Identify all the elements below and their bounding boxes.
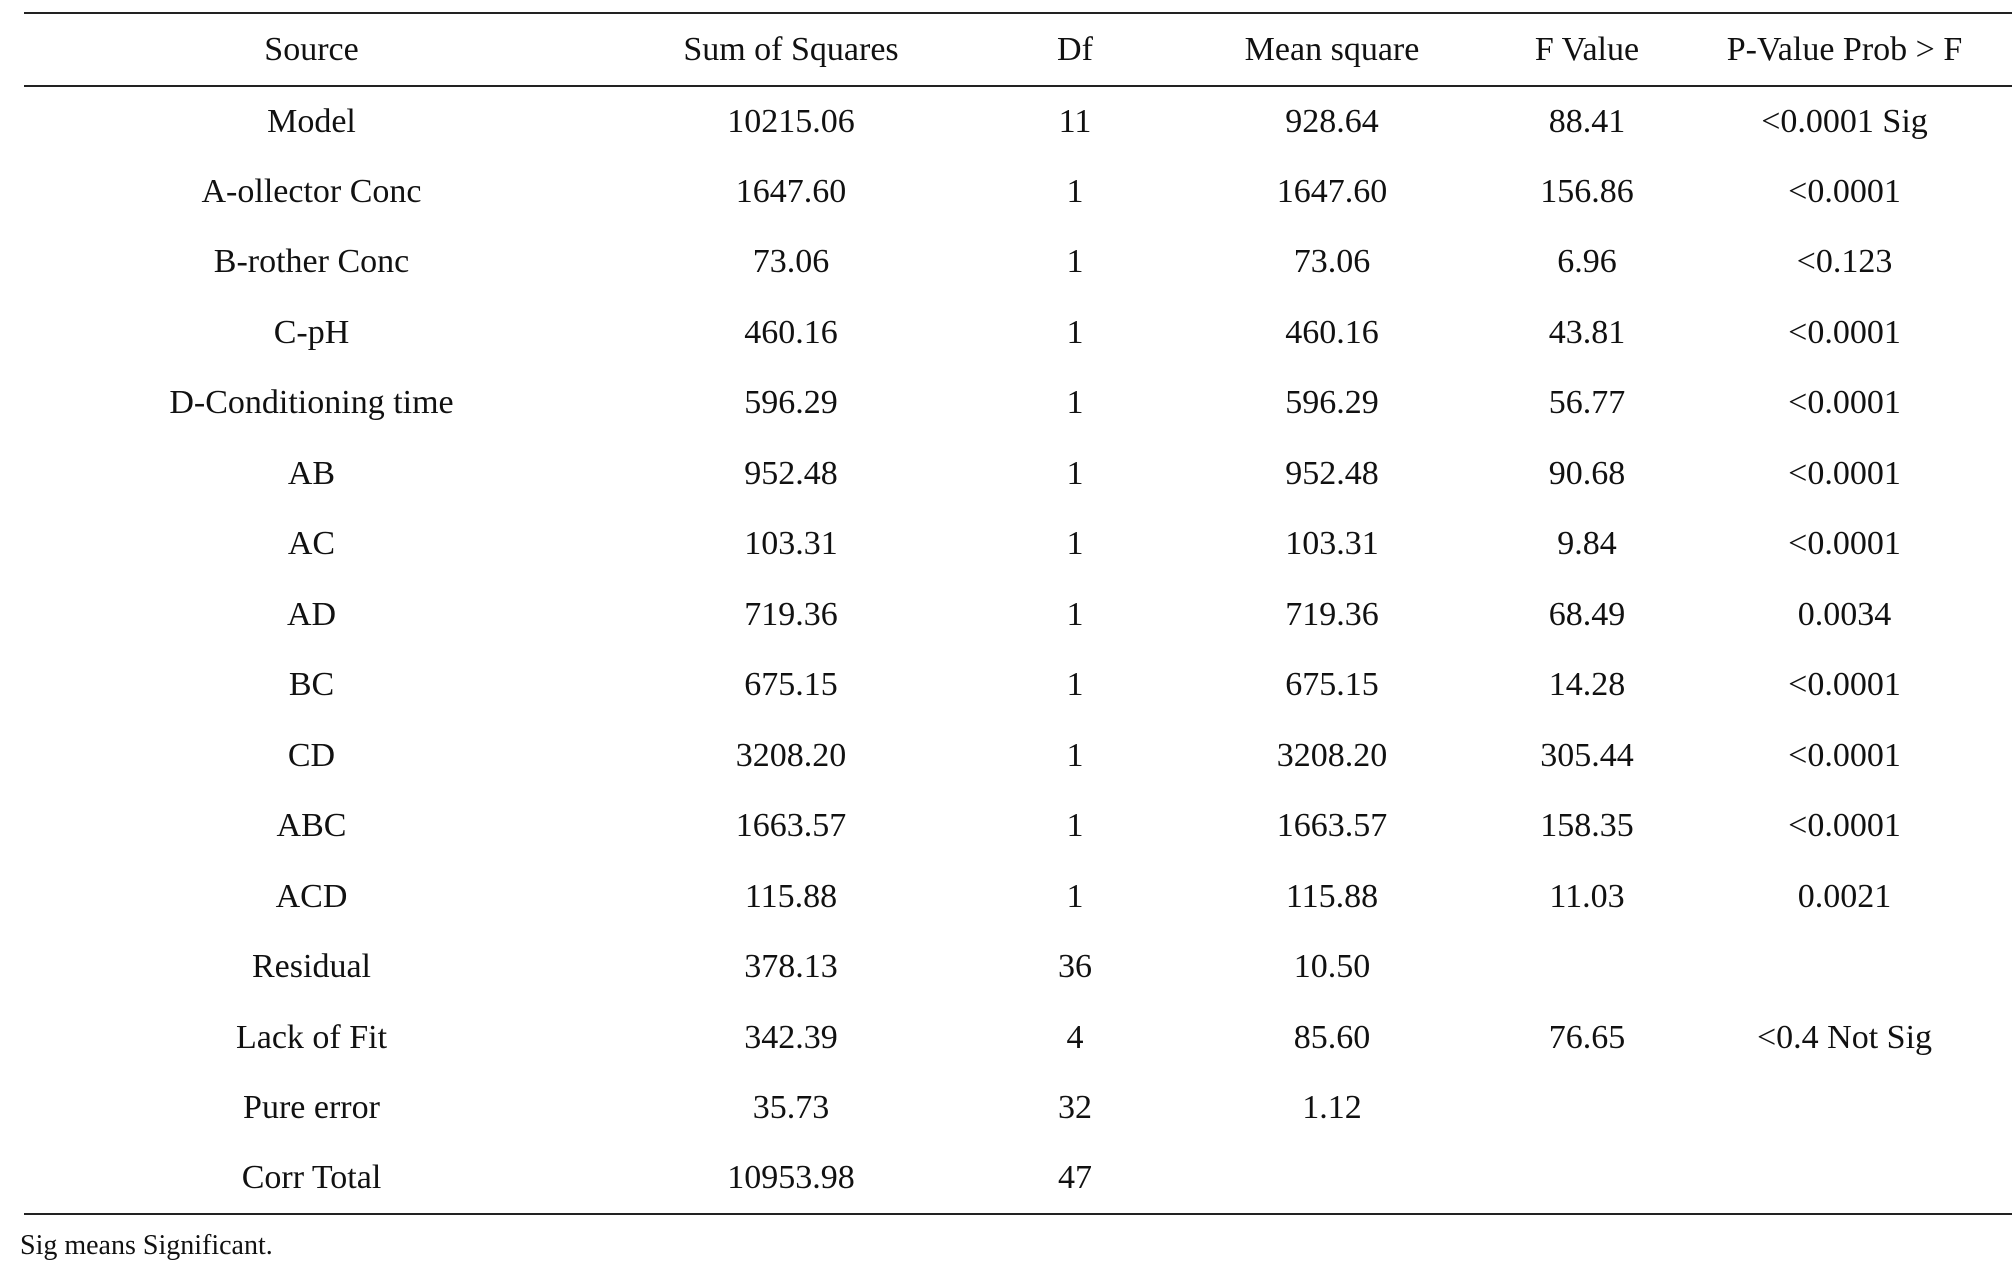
cell-sum-of-squares: 460.16 xyxy=(744,313,838,351)
cell-sum-of-squares: 73.06 xyxy=(752,243,830,281)
cell-f-value: 90.68 xyxy=(1548,454,1626,492)
table-row xyxy=(24,862,2012,933)
cell-f-value: 68.49 xyxy=(1548,595,1626,633)
cell-f-value: 158.35 xyxy=(1540,807,1634,845)
cell-mean-square: 460.16 xyxy=(1285,313,1379,351)
cell-df: 1 xyxy=(1066,877,1084,915)
cell-mean-square: 1.12 xyxy=(1302,1089,1362,1127)
cell-f-value xyxy=(1497,932,1677,1003)
cell-p-value: <0.0001 xyxy=(1788,807,1901,845)
cell-mean-square: 103.31 xyxy=(1285,525,1379,563)
cell-f-value: 56.77 xyxy=(1548,384,1626,422)
cell-p-value: <0.123 xyxy=(1796,243,1893,281)
cell-p-value: <0.0001 Sig xyxy=(1761,102,1928,140)
cell-f-value: 88.41 xyxy=(1548,102,1626,140)
cell-sum-of-squares: 1647.60 xyxy=(735,172,847,210)
cell-mean-square: 928.64 xyxy=(1285,102,1379,140)
cell-df: 1 xyxy=(1066,243,1084,281)
cell-source: CD xyxy=(287,736,336,774)
cell-df: 1 xyxy=(1066,807,1084,845)
cell-f-value: 6.96 xyxy=(1557,243,1617,281)
cell-df: 1 xyxy=(1066,384,1084,422)
cell-df: 4 xyxy=(1066,1018,1084,1056)
table-row xyxy=(24,580,2012,651)
cell-sum-of-squares: 10215.06 xyxy=(727,102,855,140)
cell-df: 1 xyxy=(1066,666,1084,704)
cell-f-value xyxy=(1497,1073,1677,1144)
cell-p-value xyxy=(1677,1144,2012,1215)
cell-p-value: 0.0021 xyxy=(1797,877,1892,915)
cell-source: D-Conditioning time xyxy=(169,384,454,422)
cell-source: ABC xyxy=(276,807,347,845)
cell-mean-square: 73.06 xyxy=(1293,243,1371,281)
cell-f-value: 43.81 xyxy=(1548,313,1626,351)
cell-f-value: 9.84 xyxy=(1557,525,1617,563)
cell-mean-square: 1647.60 xyxy=(1276,172,1388,210)
cell-p-value: <0.0001 xyxy=(1788,172,1901,210)
cell-p-value: <0.0001 xyxy=(1788,454,1901,492)
cell-df: 47 xyxy=(1058,1159,1092,1197)
table-row xyxy=(24,227,2012,298)
cell-source: Lack of Fit xyxy=(235,1018,388,1056)
cell-source: C-pH xyxy=(273,313,350,351)
cell-sum-of-squares: 342.39 xyxy=(744,1018,838,1056)
table-row xyxy=(24,157,2012,228)
anova-table xyxy=(24,12,2012,1215)
cell-mean-square: 115.88 xyxy=(1285,877,1379,915)
cell-source: Model xyxy=(267,102,356,140)
cell-df: 1 xyxy=(1066,525,1084,563)
cell-mean-square: 1663.57 xyxy=(1276,807,1388,845)
cell-sum-of-squares: 35.73 xyxy=(752,1089,830,1127)
anova-table-container xyxy=(24,12,2012,1215)
cell-sum-of-squares: 596.29 xyxy=(744,384,838,422)
table-row xyxy=(24,1073,2012,1144)
cell-sum-of-squares: 378.13 xyxy=(744,948,838,986)
table-row xyxy=(24,791,2012,862)
table-row xyxy=(24,439,2012,510)
cell-source: Residual xyxy=(252,948,371,986)
cell-df: 11 xyxy=(1058,102,1092,140)
cell-mean-square: 719.36 xyxy=(1285,595,1379,633)
cell-mean-square xyxy=(1167,1144,1497,1215)
cell-p-value: <0.0001 xyxy=(1788,384,1901,422)
cell-f-value: 14.28 xyxy=(1548,666,1626,704)
cell-mean-square: 952.48 xyxy=(1285,454,1379,492)
table-row xyxy=(24,650,2012,721)
cell-df: 1 xyxy=(1066,454,1084,492)
cell-sum-of-squares: 3208.20 xyxy=(735,736,847,774)
cell-source: Corr Total xyxy=(241,1159,382,1197)
header-df: Df xyxy=(1057,30,1093,68)
cell-mean-square: 10.50 xyxy=(1293,948,1371,986)
cell-source: BC xyxy=(288,666,335,704)
cell-source: B-rother Conc xyxy=(213,243,410,281)
footnote: Sig means Significant. xyxy=(20,1230,273,1261)
cell-sum-of-squares: 719.36 xyxy=(744,595,838,633)
cell-sum-of-squares: 952.48 xyxy=(744,454,838,492)
cell-sum-of-squares: 675.15 xyxy=(744,666,838,704)
cell-p-value: 0.0034 xyxy=(1797,595,1892,633)
cell-f-value: 305.44 xyxy=(1540,736,1634,774)
cell-source: AB xyxy=(287,454,336,492)
table-row xyxy=(24,509,2012,580)
table-row xyxy=(24,368,2012,439)
table-row xyxy=(24,932,2012,1003)
table-row xyxy=(24,298,2012,369)
cell-f-value: 11.03 xyxy=(1549,877,1625,915)
cell-p-value: <0.0001 xyxy=(1788,666,1901,704)
cell-p-value xyxy=(1677,932,2012,1003)
header-row xyxy=(24,13,2012,86)
header-f-value: F Value xyxy=(1534,30,1640,68)
table-row xyxy=(24,721,2012,792)
cell-mean-square: 596.29 xyxy=(1285,384,1379,422)
cell-source: Pure error xyxy=(243,1089,380,1127)
cell-p-value xyxy=(1677,1073,2012,1144)
cell-sum-of-squares: 103.31 xyxy=(744,525,838,563)
cell-df: 1 xyxy=(1066,595,1084,633)
table-row xyxy=(24,1003,2012,1074)
cell-f-value: 76.65 xyxy=(1548,1018,1626,1056)
cell-df: 32 xyxy=(1058,1089,1092,1127)
cell-df: 1 xyxy=(1066,313,1084,351)
table-row xyxy=(24,86,2012,157)
cell-f-value: 156.86 xyxy=(1540,172,1634,210)
cell-df: 1 xyxy=(1066,736,1084,774)
table-header xyxy=(24,13,2012,86)
cell-source: A-ollector Conc xyxy=(201,172,422,210)
cell-f-value xyxy=(1497,1144,1677,1215)
cell-p-value: <0.0001 xyxy=(1788,525,1901,563)
cell-mean-square: 3208.20 xyxy=(1276,736,1388,774)
cell-sum-of-squares: 115.88 xyxy=(744,877,838,915)
cell-p-value: <0.0001 xyxy=(1788,313,1901,351)
cell-source: ACD xyxy=(275,877,348,915)
header-sum-of-squares: Sum of Squares xyxy=(683,30,899,68)
cell-mean-square: 85.60 xyxy=(1293,1018,1371,1056)
cell-source: AC xyxy=(287,525,336,563)
cell-df: 36 xyxy=(1058,948,1092,986)
cell-df: 1 xyxy=(1066,172,1084,210)
cell-mean-square: 675.15 xyxy=(1285,666,1379,704)
header-source: Source xyxy=(264,30,359,68)
table-row xyxy=(24,1144,2012,1215)
cell-source: AD xyxy=(286,595,337,633)
header-mean-square: Mean square xyxy=(1244,30,1420,68)
table-body xyxy=(24,86,2012,1214)
cell-sum-of-squares: 10953.98 xyxy=(727,1159,855,1197)
header-p-value: P-Value Prob > F xyxy=(1726,30,1963,68)
cell-sum-of-squares: 1663.57 xyxy=(735,807,847,845)
cell-p-value: <0.4 Not Sig xyxy=(1756,1018,1933,1056)
cell-p-value: <0.0001 xyxy=(1788,736,1901,774)
